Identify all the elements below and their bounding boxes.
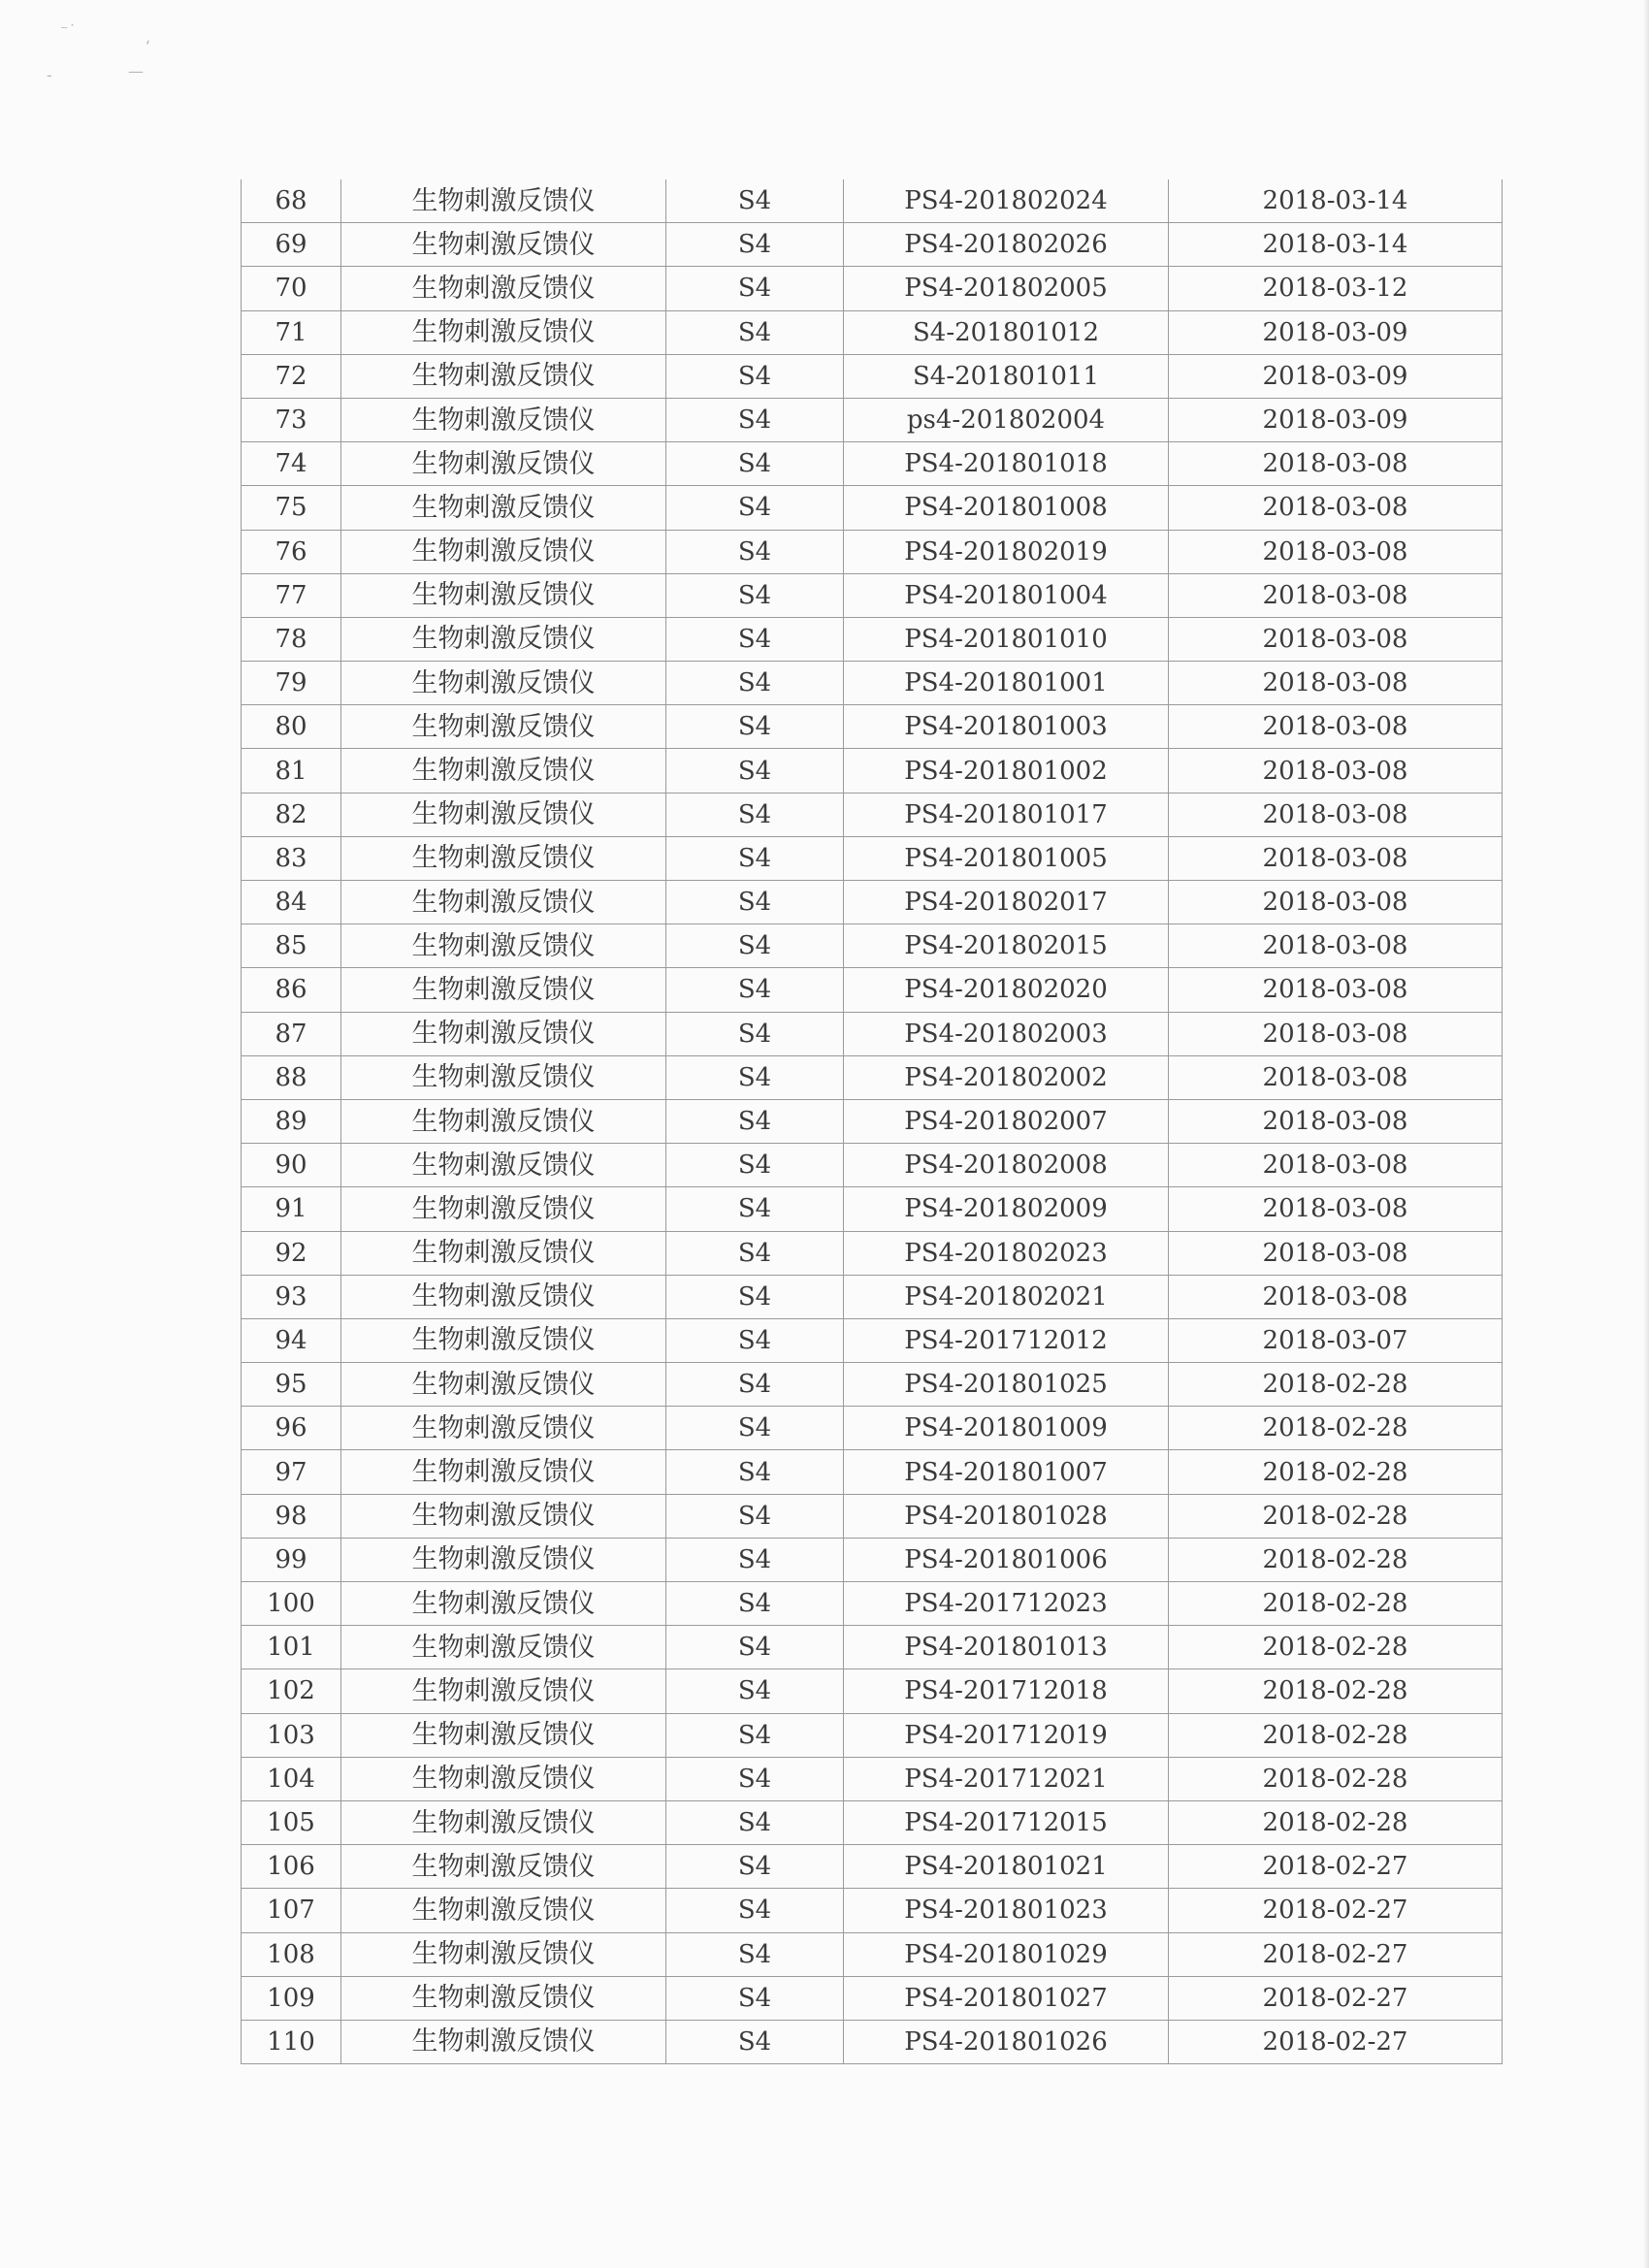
row-number-cell: 94 bbox=[242, 1318, 341, 1362]
serial-number-cell: PS4-201801010 bbox=[844, 617, 1169, 661]
table-row bbox=[242, 310, 1503, 354]
device-name-cell: 生物刺激反馈仪 bbox=[341, 924, 666, 968]
device-name-cell: 生物刺激反馈仪 bbox=[341, 1626, 666, 1669]
scan-speck: - bbox=[47, 66, 52, 84]
scan-speck: ⁻˙ bbox=[60, 21, 77, 40]
row-number-cell: 102 bbox=[242, 1669, 341, 1713]
model-cell: S4 bbox=[666, 1363, 844, 1407]
table-row bbox=[242, 662, 1503, 705]
model-cell: S4 bbox=[666, 1713, 844, 1757]
device-name-cell: 生物刺激反馈仪 bbox=[341, 1757, 666, 1800]
serial-number-cell: S4-201801012 bbox=[844, 310, 1169, 354]
row-number-cell: 78 bbox=[242, 617, 341, 661]
date-cell: 2018-03-08 bbox=[1169, 662, 1503, 705]
row-number-cell: 86 bbox=[242, 968, 341, 1012]
row-number-cell: 101 bbox=[242, 1626, 341, 1669]
date-cell: 2018-03-08 bbox=[1169, 836, 1503, 880]
table-row bbox=[242, 179, 1503, 223]
date-cell: 2018-03-08 bbox=[1169, 1187, 1503, 1231]
date-cell: 2018-03-12 bbox=[1169, 267, 1503, 310]
serial-number-cell: PS4-201802003 bbox=[844, 1012, 1169, 1055]
device-name-cell: 生物刺激反馈仪 bbox=[341, 442, 666, 486]
model-cell: S4 bbox=[666, 1318, 844, 1362]
table-row bbox=[242, 1669, 1503, 1713]
device-name-cell: 生物刺激反馈仪 bbox=[341, 573, 666, 617]
date-cell: 2018-03-08 bbox=[1169, 573, 1503, 617]
row-number-cell: 99 bbox=[242, 1538, 341, 1581]
scan-edge-shadow bbox=[1643, 0, 1649, 2268]
model-cell: S4 bbox=[666, 1187, 844, 1231]
table-row bbox=[242, 749, 1503, 793]
row-number-cell: 72 bbox=[242, 354, 341, 398]
row-number-cell: 80 bbox=[242, 705, 341, 749]
serial-number-cell: PS4-201802015 bbox=[844, 924, 1169, 968]
date-cell: 2018-03-07 bbox=[1169, 1318, 1503, 1362]
row-number-cell: 89 bbox=[242, 1099, 341, 1143]
serial-number-cell: PS4-201802002 bbox=[844, 1055, 1169, 1099]
model-cell: S4 bbox=[666, 705, 844, 749]
model-cell: S4 bbox=[666, 617, 844, 661]
model-cell: S4 bbox=[666, 1144, 844, 1187]
row-number-cell: 76 bbox=[242, 530, 341, 573]
row-number-cell: 108 bbox=[242, 1932, 341, 1976]
table-row bbox=[242, 1231, 1503, 1275]
table-row bbox=[242, 881, 1503, 924]
serial-number-cell: PS4-201802005 bbox=[844, 267, 1169, 310]
model-cell: S4 bbox=[666, 1450, 844, 1494]
row-number-cell: 84 bbox=[242, 881, 341, 924]
serial-number-cell: PS4-201801023 bbox=[844, 1889, 1169, 1932]
serial-number-cell: PS4-201801005 bbox=[844, 836, 1169, 880]
table-row bbox=[242, 1932, 1503, 1976]
table-row bbox=[242, 1099, 1503, 1143]
model-cell: S4 bbox=[666, 486, 844, 530]
row-number-cell: 105 bbox=[242, 1800, 341, 1844]
serial-number-cell: PS4-201712012 bbox=[844, 1318, 1169, 1362]
date-cell: 2018-02-28 bbox=[1169, 1407, 1503, 1450]
model-cell: S4 bbox=[666, 442, 844, 486]
model-cell: S4 bbox=[666, 1012, 844, 1055]
table-row bbox=[242, 354, 1503, 398]
device-name-cell: 生物刺激反馈仪 bbox=[341, 1845, 666, 1889]
serial-number-cell: PS4-201802009 bbox=[844, 1187, 1169, 1231]
device-name-cell: 生物刺激反馈仪 bbox=[341, 2020, 666, 2063]
model-cell: S4 bbox=[666, 1626, 844, 1669]
device-name-cell: 生物刺激反馈仪 bbox=[341, 1318, 666, 1362]
row-number-cell: 88 bbox=[242, 1055, 341, 1099]
date-cell: 2018-03-08 bbox=[1169, 1055, 1503, 1099]
date-cell: 2018-03-08 bbox=[1169, 442, 1503, 486]
table-row bbox=[242, 1144, 1503, 1187]
serial-number-cell: PS4-201801021 bbox=[844, 1845, 1169, 1889]
device-name-cell: 生物刺激反馈仪 bbox=[341, 1363, 666, 1407]
row-number-cell: 75 bbox=[242, 486, 341, 530]
serial-number-cell: PS4-201802007 bbox=[844, 1099, 1169, 1143]
table-row bbox=[242, 1538, 1503, 1581]
table-row bbox=[242, 924, 1503, 968]
scan-speck: ‘ bbox=[146, 37, 151, 55]
device-name-cell: 生物刺激反馈仪 bbox=[341, 1012, 666, 1055]
model-cell: S4 bbox=[666, 179, 844, 223]
table-row bbox=[242, 486, 1503, 530]
date-cell: 2018-02-27 bbox=[1169, 1889, 1503, 1932]
date-cell: 2018-03-08 bbox=[1169, 486, 1503, 530]
model-cell: S4 bbox=[666, 267, 844, 310]
model-cell: S4 bbox=[666, 1275, 844, 1318]
row-number-cell: 95 bbox=[242, 1363, 341, 1407]
model-cell: S4 bbox=[666, 968, 844, 1012]
serial-number-cell: PS4-201801009 bbox=[844, 1407, 1169, 1450]
serial-number-cell: PS4-201801004 bbox=[844, 573, 1169, 617]
row-number-cell: 79 bbox=[242, 662, 341, 705]
serial-number-cell: PS4-201801013 bbox=[844, 1626, 1169, 1669]
row-number-cell: 68 bbox=[242, 179, 341, 223]
serial-number-cell: PS4-201801001 bbox=[844, 662, 1169, 705]
row-number-cell: 106 bbox=[242, 1845, 341, 1889]
row-number-cell: 91 bbox=[242, 1187, 341, 1231]
device-name-cell: 生物刺激反馈仪 bbox=[341, 617, 666, 661]
row-number-cell: 81 bbox=[242, 749, 341, 793]
table-row bbox=[242, 1800, 1503, 1844]
row-number-cell: 97 bbox=[242, 1450, 341, 1494]
date-cell: 2018-03-08 bbox=[1169, 924, 1503, 968]
model-cell: S4 bbox=[666, 924, 844, 968]
device-name-cell: 生物刺激反馈仪 bbox=[341, 354, 666, 398]
date-cell: 2018-03-09 bbox=[1169, 398, 1503, 441]
model-cell: S4 bbox=[666, 881, 844, 924]
date-cell: 2018-03-08 bbox=[1169, 1275, 1503, 1318]
serial-number-cell: PS4-201712023 bbox=[844, 1582, 1169, 1626]
table-row bbox=[242, 223, 1503, 267]
serial-number-cell: PS4-201801006 bbox=[844, 1538, 1169, 1581]
device-name-cell: 生物刺激反馈仪 bbox=[341, 1538, 666, 1581]
device-name-cell: 生物刺激反馈仪 bbox=[341, 1450, 666, 1494]
device-name-cell: 生物刺激反馈仪 bbox=[341, 1976, 666, 2020]
date-cell: 2018-03-08 bbox=[1169, 968, 1503, 1012]
device-name-cell: 生物刺激反馈仪 bbox=[341, 1932, 666, 1976]
device-name-cell: 生物刺激反馈仪 bbox=[341, 1231, 666, 1275]
device-name-cell: 生物刺激反馈仪 bbox=[341, 1055, 666, 1099]
date-cell: 2018-03-08 bbox=[1169, 530, 1503, 573]
date-cell: 2018-02-27 bbox=[1169, 1932, 1503, 1976]
serial-number-cell: PS4-201801025 bbox=[844, 1363, 1169, 1407]
date-cell: 2018-02-28 bbox=[1169, 1363, 1503, 1407]
table-row bbox=[242, 1450, 1503, 1494]
device-name-cell: 生物刺激反馈仪 bbox=[341, 968, 666, 1012]
date-cell: 2018-02-28 bbox=[1169, 1538, 1503, 1581]
model-cell: S4 bbox=[666, 1494, 844, 1538]
device-name-cell: 生物刺激反馈仪 bbox=[341, 1407, 666, 1450]
date-cell: 2018-03-08 bbox=[1169, 1012, 1503, 1055]
table-row bbox=[242, 1713, 1503, 1757]
table-row bbox=[242, 1976, 1503, 2020]
row-number-cell: 100 bbox=[242, 1582, 341, 1626]
model-cell: S4 bbox=[666, 1407, 844, 1450]
device-name-cell: 生物刺激反馈仪 bbox=[341, 1669, 666, 1713]
device-name-cell: 生物刺激反馈仪 bbox=[341, 881, 666, 924]
table-row bbox=[242, 1407, 1503, 1450]
table-row bbox=[242, 398, 1503, 441]
date-cell: 2018-02-28 bbox=[1169, 1626, 1503, 1669]
row-number-cell: 70 bbox=[242, 267, 341, 310]
model-cell: S4 bbox=[666, 530, 844, 573]
model-cell: S4 bbox=[666, 1582, 844, 1626]
serial-number-cell: ps4-201802004 bbox=[844, 398, 1169, 441]
row-number-cell: 93 bbox=[242, 1275, 341, 1318]
date-cell: 2018-03-08 bbox=[1169, 749, 1503, 793]
device-list-table bbox=[241, 179, 1503, 2064]
device-name-cell: 生物刺激反馈仪 bbox=[341, 310, 666, 354]
serial-number-cell: PS4-201712018 bbox=[844, 1669, 1169, 1713]
table-row bbox=[242, 968, 1503, 1012]
date-cell: 2018-02-28 bbox=[1169, 1450, 1503, 1494]
date-cell: 2018-02-28 bbox=[1169, 1713, 1503, 1757]
row-number-cell: 85 bbox=[242, 924, 341, 968]
model-cell: S4 bbox=[666, 1976, 844, 2020]
row-number-cell: 92 bbox=[242, 1231, 341, 1275]
row-number-cell: 104 bbox=[242, 1757, 341, 1800]
row-number-cell: 90 bbox=[242, 1144, 341, 1187]
table-row bbox=[242, 1582, 1503, 1626]
serial-number-cell: PS4-201712021 bbox=[844, 1757, 1169, 1800]
table-row bbox=[242, 1187, 1503, 1231]
model-cell: S4 bbox=[666, 1538, 844, 1581]
date-cell: 2018-03-14 bbox=[1169, 179, 1503, 223]
model-cell: S4 bbox=[666, 1932, 844, 1976]
serial-number-cell: PS4-201801028 bbox=[844, 1494, 1169, 1538]
table-row bbox=[242, 1845, 1503, 1889]
device-name-cell: 生物刺激反馈仪 bbox=[341, 1099, 666, 1143]
serial-number-cell: PS4-201801027 bbox=[844, 1976, 1169, 2020]
table-row bbox=[242, 1757, 1503, 1800]
serial-number-cell: PS4-201801026 bbox=[844, 2020, 1169, 2063]
table-row bbox=[242, 1318, 1503, 1362]
serial-number-cell: PS4-201802024 bbox=[844, 179, 1169, 223]
date-cell: 2018-03-08 bbox=[1169, 617, 1503, 661]
device-name-cell: 生物刺激反馈仪 bbox=[341, 1800, 666, 1844]
table-row bbox=[242, 1055, 1503, 1099]
device-name-cell: 生物刺激反馈仪 bbox=[341, 398, 666, 441]
serial-number-cell: PS4-201802023 bbox=[844, 1231, 1169, 1275]
table-row bbox=[242, 267, 1503, 310]
model-cell: S4 bbox=[666, 1845, 844, 1889]
device-name-cell: 生物刺激反馈仪 bbox=[341, 1187, 666, 1231]
row-number-cell: 82 bbox=[242, 793, 341, 836]
row-number-cell: 110 bbox=[242, 2020, 341, 2063]
device-name-cell: 生物刺激反馈仪 bbox=[341, 836, 666, 880]
device-name-cell: 生物刺激反馈仪 bbox=[341, 1494, 666, 1538]
table-row bbox=[242, 573, 1503, 617]
row-number-cell: 109 bbox=[242, 1976, 341, 2020]
row-number-cell: 74 bbox=[242, 442, 341, 486]
device-name-cell: 生物刺激反馈仪 bbox=[341, 179, 666, 223]
table-row bbox=[242, 617, 1503, 661]
row-number-cell: 73 bbox=[242, 398, 341, 441]
model-cell: S4 bbox=[666, 310, 844, 354]
table-row bbox=[242, 1275, 1503, 1318]
date-cell: 2018-02-28 bbox=[1169, 1669, 1503, 1713]
model-cell: S4 bbox=[666, 2020, 844, 2063]
model-cell: S4 bbox=[666, 1231, 844, 1275]
device-name-cell: 生物刺激反馈仪 bbox=[341, 267, 666, 310]
device-name-cell: 生物刺激反馈仪 bbox=[341, 749, 666, 793]
table-row bbox=[242, 793, 1503, 836]
device-name-cell: 生物刺激反馈仪 bbox=[341, 1582, 666, 1626]
row-number-cell: 107 bbox=[242, 1889, 341, 1932]
date-cell: 2018-02-28 bbox=[1169, 1757, 1503, 1800]
date-cell: 2018-02-27 bbox=[1169, 1845, 1503, 1889]
serial-number-cell: PS4-201801008 bbox=[844, 486, 1169, 530]
model-cell: S4 bbox=[666, 223, 844, 267]
row-number-cell: 83 bbox=[242, 836, 341, 880]
serial-number-cell: PS4-201802026 bbox=[844, 223, 1169, 267]
serial-number-cell: PS4-201801002 bbox=[844, 749, 1169, 793]
model-cell: S4 bbox=[666, 573, 844, 617]
serial-number-cell: PS4-201802019 bbox=[844, 530, 1169, 573]
model-cell: S4 bbox=[666, 1889, 844, 1932]
table-row bbox=[242, 1626, 1503, 1669]
model-cell: S4 bbox=[666, 1757, 844, 1800]
table-row bbox=[242, 1012, 1503, 1055]
model-cell: S4 bbox=[666, 354, 844, 398]
serial-number-cell: PS4-201802020 bbox=[844, 968, 1169, 1012]
serial-number-cell: PS4-201802008 bbox=[844, 1144, 1169, 1187]
model-cell: S4 bbox=[666, 662, 844, 705]
serial-number-cell: PS4-201802021 bbox=[844, 1275, 1169, 1318]
serial-number-cell: S4-201801011 bbox=[844, 354, 1169, 398]
table-row bbox=[242, 1363, 1503, 1407]
date-cell: 2018-03-08 bbox=[1169, 1099, 1503, 1143]
date-cell: 2018-02-27 bbox=[1169, 1976, 1503, 2020]
date-cell: 2018-03-08 bbox=[1169, 1144, 1503, 1187]
serial-number-cell: PS4-201801017 bbox=[844, 793, 1169, 836]
device-name-cell: 生物刺激反馈仪 bbox=[341, 530, 666, 573]
row-number-cell: 71 bbox=[242, 310, 341, 354]
table-row bbox=[242, 836, 1503, 880]
row-number-cell: 103 bbox=[242, 1713, 341, 1757]
device-name-cell: 生物刺激反馈仪 bbox=[341, 662, 666, 705]
date-cell: 2018-03-08 bbox=[1169, 881, 1503, 924]
date-cell: 2018-02-28 bbox=[1169, 1582, 1503, 1626]
date-cell: 2018-02-27 bbox=[1169, 2020, 1503, 2063]
table-row bbox=[242, 1494, 1503, 1538]
model-cell: S4 bbox=[666, 1055, 844, 1099]
row-number-cell: 96 bbox=[242, 1407, 341, 1450]
date-cell: 2018-03-14 bbox=[1169, 223, 1503, 267]
device-list-body bbox=[242, 179, 1503, 2064]
row-number-cell: 98 bbox=[242, 1494, 341, 1538]
model-cell: S4 bbox=[666, 836, 844, 880]
serial-number-cell: PS4-201712019 bbox=[844, 1713, 1169, 1757]
model-cell: S4 bbox=[666, 1669, 844, 1713]
model-cell: S4 bbox=[666, 1099, 844, 1143]
row-number-cell: 77 bbox=[242, 573, 341, 617]
model-cell: S4 bbox=[666, 398, 844, 441]
serial-number-cell: PS4-201802017 bbox=[844, 881, 1169, 924]
date-cell: 2018-03-08 bbox=[1169, 705, 1503, 749]
model-cell: S4 bbox=[666, 749, 844, 793]
table-row bbox=[242, 2020, 1503, 2063]
serial-number-cell: PS4-201712015 bbox=[844, 1800, 1169, 1844]
device-name-cell: 生物刺激反馈仪 bbox=[341, 223, 666, 267]
device-name-cell: 生物刺激反馈仪 bbox=[341, 486, 666, 530]
date-cell: 2018-02-28 bbox=[1169, 1494, 1503, 1538]
device-name-cell: 生物刺激反馈仪 bbox=[341, 1889, 666, 1932]
device-name-cell: 生物刺激反馈仪 bbox=[341, 1144, 666, 1187]
table-row bbox=[242, 1889, 1503, 1932]
device-name-cell: 生物刺激反馈仪 bbox=[341, 1275, 666, 1318]
date-cell: 2018-02-28 bbox=[1169, 1800, 1503, 1844]
device-name-cell: 生物刺激反馈仪 bbox=[341, 1713, 666, 1757]
table-row bbox=[242, 442, 1503, 486]
serial-number-cell: PS4-201801003 bbox=[844, 705, 1169, 749]
device-name-cell: 生物刺激反馈仪 bbox=[341, 793, 666, 836]
model-cell: S4 bbox=[666, 1800, 844, 1844]
table-row bbox=[242, 530, 1503, 573]
serial-number-cell: PS4-201801029 bbox=[844, 1932, 1169, 1976]
serial-number-cell: PS4-201801018 bbox=[844, 442, 1169, 486]
row-number-cell: 87 bbox=[242, 1012, 341, 1055]
device-name-cell: 生物刺激反馈仪 bbox=[341, 705, 666, 749]
date-cell: 2018-03-08 bbox=[1169, 793, 1503, 836]
date-cell: 2018-03-08 bbox=[1169, 1231, 1503, 1275]
scan-speck: — bbox=[128, 62, 144, 81]
model-cell: S4 bbox=[666, 793, 844, 836]
row-number-cell: 69 bbox=[242, 223, 341, 267]
table-row bbox=[242, 705, 1503, 749]
date-cell: 2018-03-09 bbox=[1169, 354, 1503, 398]
date-cell: 2018-03-09 bbox=[1169, 310, 1503, 354]
serial-number-cell: PS4-201801007 bbox=[844, 1450, 1169, 1494]
